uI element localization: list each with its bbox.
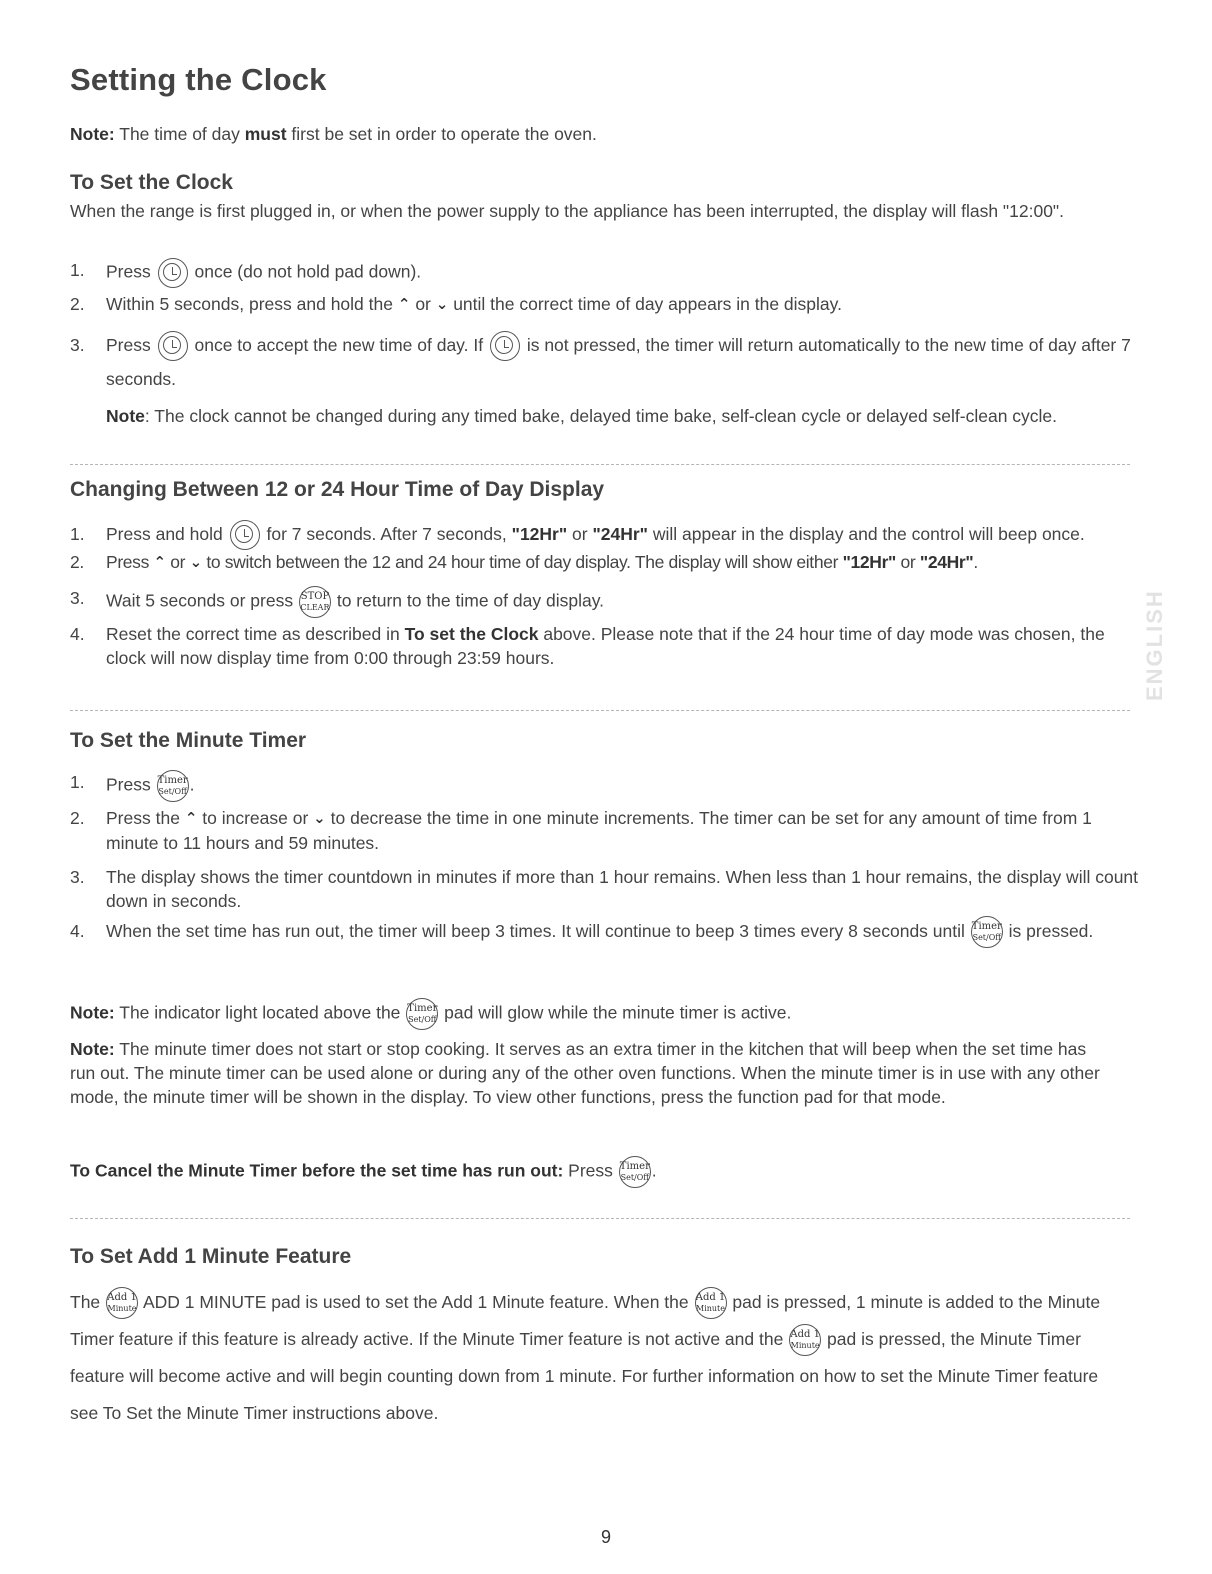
list-item	[70, 258, 1130, 292]
step-number: 2.	[70, 808, 85, 828]
pad-sublabel: Minute	[107, 1304, 137, 1314]
set-clock-note	[106, 404, 1110, 428]
paragraph-text: pad is pressed, 1 minute is added to the Minute Timer feature if this feature is already active. If the Minute Timer feature is not active and the	[70, 1292, 1101, 1349]
pad-sublabel: Set/Off	[408, 1015, 437, 1024]
step-text: Press and hold	[106, 524, 223, 544]
step-text: Press	[106, 552, 149, 573]
list-item	[70, 622, 1136, 670]
set-clock-steps	[70, 258, 1130, 396]
step-number: 4.	[70, 624, 85, 645]
note-text: : The clock cannot be changed during any timed bake, delayed time bake, self-clean cycle or delayed self-clean cycle.	[144, 406, 1058, 426]
clock-icon	[158, 258, 188, 288]
intro-note	[70, 122, 597, 146]
list-item	[70, 913, 1146, 949]
section-divider	[70, 1218, 1130, 1219]
step-text: Press	[106, 774, 151, 795]
pad-sublabel: Set/Off	[158, 787, 187, 796]
12hr-label: "12Hr"	[511, 524, 568, 544]
step-text: or	[896, 552, 920, 573]
add-minute-pad-icon	[106, 1287, 138, 1319]
list-item	[70, 328, 1146, 396]
clock-icon	[158, 331, 188, 361]
12hr-label: "12Hr"	[842, 552, 896, 573]
step-number: 2.	[70, 294, 85, 314]
note-label: Note:	[70, 1002, 115, 1023]
step-text: When the set time has run out, the timer will beep 3 times. It will continue to beep 3 times every 8 seconds until	[106, 921, 965, 941]
step-text: Press	[106, 261, 151, 282]
down-arrow-icon: ⌄	[435, 296, 449, 313]
pad-label: Timer	[971, 921, 1002, 933]
add-minute-pad-icon	[695, 1287, 727, 1319]
paragraph-text: ADD 1 MINUTE pad is used to set the Add 1 Minute feature. When the	[142, 1292, 689, 1312]
changing-heading: Changing Between 12 or 24 Hour Time of Day Display	[70, 478, 605, 501]
list-item	[70, 865, 1146, 913]
pad-label: Add 1	[695, 1292, 726, 1304]
intro-text: The time of day	[114, 124, 245, 144]
step-text: is not pressed, the timer will return automatically to the new time of day after 7 seconds.	[106, 335, 1131, 389]
pad-label: Timer	[407, 1003, 438, 1014]
list-item	[70, 292, 1130, 328]
step-number: 1.	[70, 772, 85, 792]
24hr-label: "24Hr"	[592, 524, 648, 544]
step-text: or	[567, 524, 593, 544]
step-text: is pressed.	[1008, 921, 1094, 941]
pad-sublabel: CLEAR	[300, 603, 330, 613]
step-number: 4.	[70, 921, 85, 941]
add-minute-description	[70, 1284, 1110, 1432]
set-clock-heading: To Set the Clock	[70, 171, 233, 194]
pad-label: Add 1	[107, 1292, 137, 1304]
stop-clear-pad-icon	[299, 586, 331, 618]
pad-sublabel: Set/Off	[972, 933, 1001, 943]
note-label: Note:	[70, 1039, 115, 1059]
pad-sublabel: Minute	[790, 1341, 820, 1351]
up-arrow-icon: ⌃	[397, 296, 411, 313]
set-clock-reference: To set the Clock	[404, 624, 539, 645]
list-item	[70, 770, 1130, 806]
add-minute-pad-icon	[789, 1324, 821, 1356]
timer-pad-icon	[971, 916, 1003, 948]
section-divider	[70, 464, 1130, 465]
pad-sublabel: Minute	[696, 1304, 726, 1314]
pad-label: Timer	[157, 775, 188, 786]
cancel-text: Press	[563, 1160, 613, 1181]
step-text: .	[973, 552, 978, 573]
step-text: Press	[106, 335, 151, 355]
step-number: 1.	[70, 260, 85, 280]
cancel-text-end: .	[651, 1160, 657, 1181]
step-text: or	[415, 294, 431, 314]
step-text: for 7 seconds. After 7 seconds,	[266, 524, 512, 544]
step-text: to decrease the time in one minute increments. The timer can be set for any amount of time from 1 minute to 11 hours and 59 minutes.	[106, 808, 1092, 853]
up-arrow-icon: ⌃	[184, 810, 198, 827]
note-label: Note:	[70, 124, 115, 144]
step-text: Press the	[106, 808, 180, 828]
step-number: 1.	[70, 524, 85, 544]
note-text: The indicator light located above the	[114, 1002, 401, 1023]
note-text: pad will glow while the minute timer is active.	[444, 1002, 792, 1023]
up-arrow-icon: ⌃	[153, 554, 166, 572]
must-emphasis: must	[244, 124, 287, 144]
24hr-label: "24Hr"	[919, 552, 974, 573]
step-text: Within 5 seconds, press and hold the	[106, 294, 393, 314]
step-text: to return to the time of day display.	[336, 591, 605, 611]
changing-steps	[70, 518, 1130, 670]
step-number: 3.	[70, 335, 85, 355]
clock-icon	[230, 520, 260, 550]
step-text: will appear in the display and the control will beep once.	[647, 524, 1085, 544]
list-item	[70, 550, 1130, 586]
step-text: Wait 5 seconds or press	[106, 591, 294, 611]
step-number: 3.	[70, 588, 85, 609]
down-arrow-icon: ⌄	[189, 554, 202, 572]
intro-text-end: first be set in order to operate the oven.	[286, 124, 597, 144]
step-text: .	[189, 774, 195, 795]
pad-label: STOP	[300, 591, 330, 603]
note-text: The minute timer does not start or stop cooking. It serves as an extra timer in the kitchen that will beep when the set time has run out. The minute timer can be used alone or during any of the other oven functions. When the minute timer is in use with any other mode, the minute timer will be shown in the display. To view other functions, press the function pad for that mode.	[70, 1039, 1100, 1107]
list-item	[70, 518, 1136, 550]
timer-pad-icon	[157, 770, 189, 802]
step-text: to switch between the 12 and 24 hour time of day display. The display will show either	[206, 552, 843, 573]
step-text: to increase or	[202, 808, 309, 828]
minute-timer-heading: To Set the Minute Timer	[70, 729, 307, 752]
timer-pad-icon	[406, 998, 438, 1030]
cancel-timer-instruction	[70, 1156, 657, 1188]
step-number: 2.	[70, 552, 84, 573]
cancel-label: To Cancel the Minute Timer before the set time has run out:	[70, 1160, 564, 1181]
minute-timer-steps	[70, 770, 1139, 949]
language-side-tab: ENGLISH	[1142, 589, 1167, 701]
minute-timer-note-1	[70, 998, 791, 1030]
step-text: The display shows the timer countdown in minutes if more than 1 hour remains. When less than 1 hour remains, the display will count down in seconds.	[106, 867, 1139, 911]
step-text: until the correct time of day appears in the display.	[453, 294, 842, 314]
step-number: 3.	[70, 867, 85, 887]
pad-sublabel: Set/Off	[620, 1173, 649, 1182]
page-title: Setting the Clock	[70, 62, 327, 97]
page-number: 9	[600, 1527, 611, 1547]
pad-label: Timer	[619, 1161, 650, 1172]
paragraph-text: pad is pressed, the Minute Timer feature will become active and will begin counting down from 1 minute. For further information on how to set the Minute Timer feature see To Set the Minute Timer instructions above.	[70, 1329, 1099, 1423]
set-clock-description: When the range is first plugged in, or when the power supply to the appliance has been interrupted, the display will flash "12:00".	[70, 201, 1064, 221]
timer-pad-icon	[619, 1156, 651, 1188]
list-item	[70, 806, 1106, 855]
add-minute-heading: To Set Add 1 Minute Feature	[70, 1245, 352, 1268]
clock-icon	[490, 331, 520, 361]
step-text: once to accept the new time of day. If	[194, 335, 484, 355]
note-label: Note	[106, 406, 145, 426]
step-text: Reset the correct time as described in	[106, 624, 405, 645]
section-divider	[70, 710, 1130, 711]
down-arrow-icon: ⌄	[313, 810, 326, 827]
list-item	[70, 586, 1130, 622]
step-text: above. Please note that if the 24 hour time of day mode was chosen, the clock will now display time from 0:00 through 23:59 hours.	[106, 624, 1105, 669]
step-text: once (do not hold pad down).	[194, 261, 422, 282]
pad-label: Add 1	[790, 1329, 820, 1341]
paragraph-text: The	[70, 1292, 101, 1312]
minute-timer-note-2	[70, 1037, 1110, 1109]
step-text: or	[170, 552, 186, 573]
